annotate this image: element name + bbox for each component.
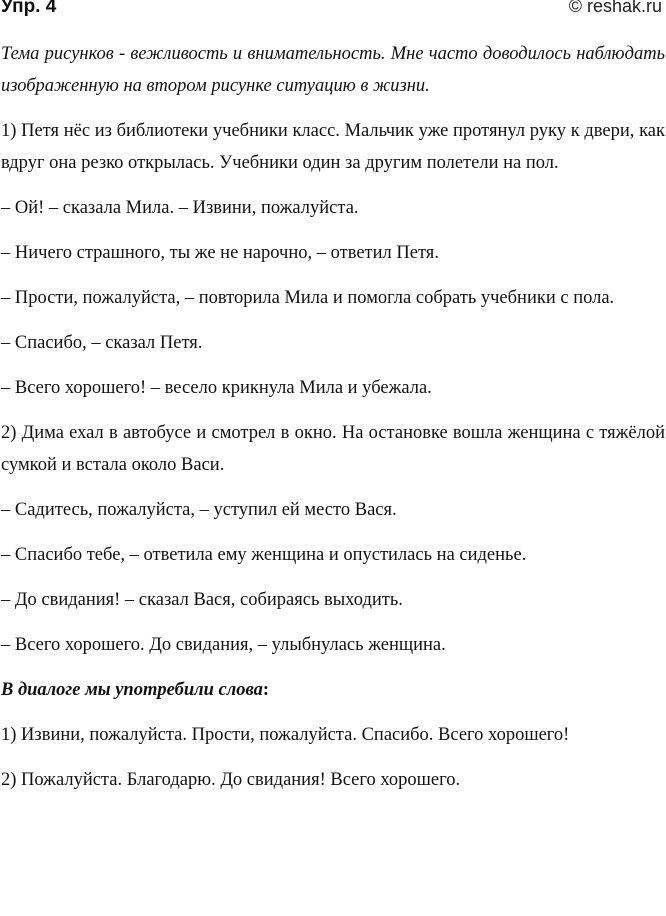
story-1-line: – Всего хорошего! – весело крикнула Мила и убежала. — [1, 378, 432, 398]
summary-heading-text: В диалоге мы употребили слова — [1, 680, 263, 700]
story-1-narration: 1) Петя нёс из библиотеки учебники класс. Мальчик уже протянул руку к двери, как вдруг она резко открылась. Учебники один за другим полетели на пол. — [1, 121, 665, 173]
site-watermark: © reshak.ru — [568, 0, 662, 16]
story-1-line: – Спасибо, – сказал Петя. — [1, 333, 203, 353]
page-header — [0, 0, 666, 24]
summary-item: 2) Пожалуйста. Благодарю. До свидания! Всего хорошего. — [1, 770, 461, 790]
story-2-line: – Всего хорошего. До свидания, – улыбнулась женщина. — [1, 635, 446, 655]
summary-heading-colon: : — [262, 680, 270, 700]
intro-paragraph: Тема рисунков - вежливость и внимательность. Мне часто доводилось наблюдать изображенную на втором рисунке ситуацию в жизни. — [1, 44, 665, 96]
summary-item: 1) Извини, пожалуйста. Прости, пожалуйста. Спасибо. Всего хорошего! — [1, 725, 570, 745]
story-2-narration: 2) Дима ехал в автобусе и смотрел в окно. На остановке вошла женщина с тяжёлой сумкой и встала около Васи. — [1, 423, 665, 475]
story-1-line: – Ой! – сказала Мила. – Извини, пожалуйста. — [1, 198, 359, 218]
story-1-line: – Прости, пожалуйста, – повторила Мила и помогла собрать учебники с пола. — [1, 288, 615, 308]
answer-text — [1, 38, 665, 809]
story-1-line: – Ничего страшного, ты же не нарочно, – ответил Петя. — [1, 243, 439, 263]
summary-heading — [1, 674, 665, 706]
exercise-number: Упр. 4 — [1, 0, 57, 17]
story-2-line: – Садитесь, пожалуйста, – уступил ей место Вася. — [1, 500, 397, 520]
story-2-line: – Спасибо тебе, – ответила ему женщина и опустилась на сиденье. — [1, 545, 527, 565]
story-2-line: – До свидания! – сказал Вася, собираясь выходить. — [1, 590, 403, 610]
